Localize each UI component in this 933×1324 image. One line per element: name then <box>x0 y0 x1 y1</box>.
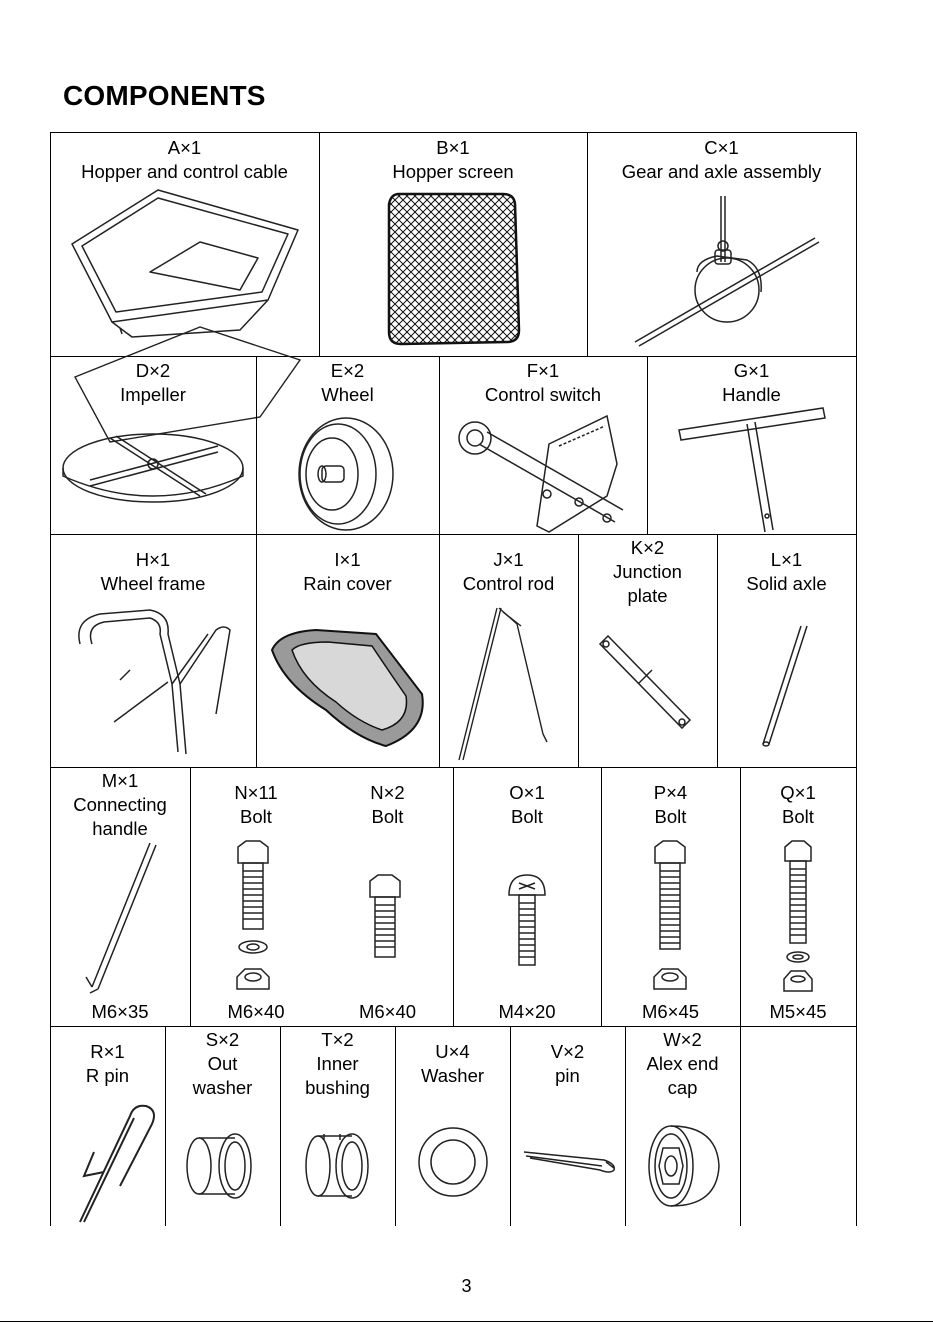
component-name: Washer <box>420 1065 485 1086</box>
component-qty: L×1 <box>770 549 803 570</box>
component-qty: Q×1 <box>780 782 816 803</box>
component-name: Control switch <box>484 384 602 405</box>
component-name: Bolt <box>511 806 543 827</box>
component-qty: N×2 <box>370 782 405 803</box>
component-name: Solid axle <box>746 573 827 594</box>
component-qty: D×2 <box>135 360 171 381</box>
component-qty: O×1 <box>509 782 545 803</box>
component-cell-o <box>453 767 601 1026</box>
handle-icon <box>647 356 856 534</box>
component-cell-t <box>280 1026 395 1226</box>
component-name: Inner <box>316 1053 359 1074</box>
component-qty: B×1 <box>436 137 470 158</box>
component-qty: F×1 <box>526 360 560 381</box>
screen-icon <box>319 132 587 356</box>
component-spec: M6×40 <box>358 1001 417 1022</box>
component-name: Connecting <box>73 794 167 815</box>
bolt-icon <box>601 767 740 1026</box>
component-cell-i <box>256 534 439 767</box>
component-name: Rain cover <box>303 573 392 594</box>
component-name: Bolt <box>240 806 272 827</box>
component-name: plate <box>627 585 668 606</box>
component-qty: M×1 <box>101 770 139 791</box>
impeller-icon <box>50 356 256 534</box>
bolt-icon <box>190 767 322 1026</box>
washer-icon <box>395 1026 510 1226</box>
component-cell-b <box>319 132 587 356</box>
component-cell-m <box>50 767 190 1026</box>
component-spec: M6×45 <box>641 1001 700 1022</box>
component-cell-n11 <box>190 767 322 1026</box>
component-spec: M5×45 <box>769 1001 827 1022</box>
component-qty: V×2 <box>550 1041 585 1062</box>
component-cell-f <box>439 356 647 534</box>
component-name: R pin <box>85 1065 130 1086</box>
component-qty: G×1 <box>733 360 770 381</box>
component-qty: H×1 <box>135 549 171 570</box>
component-qty: R×1 <box>90 1041 125 1062</box>
wheel-frame-icon <box>50 534 256 767</box>
component-cell-p <box>601 767 740 1026</box>
end-cap-icon <box>625 1026 740 1226</box>
page-title: COMPONENTS <box>63 80 266 111</box>
component-qty: J×1 <box>493 549 524 570</box>
component-qty: C×1 <box>704 137 739 158</box>
component-name: Hopper screen <box>392 161 514 182</box>
component-cell-c <box>587 132 856 356</box>
component-cell-empty <box>740 1026 856 1226</box>
component-name: Gear and axle assembly <box>621 161 822 182</box>
gear-axle-icon <box>587 132 856 356</box>
connecting-handle-icon <box>50 767 190 1026</box>
component-name: Handle <box>722 384 781 405</box>
component-cell-e <box>256 356 439 534</box>
component-name: washer <box>192 1077 253 1098</box>
component-name: Impeller <box>120 384 186 405</box>
component-qty: U×4 <box>435 1041 470 1062</box>
rain-cover-icon <box>256 534 439 767</box>
component-name: Bolt <box>654 806 687 827</box>
pan-head-bolt-icon <box>453 767 601 1026</box>
inner-bushing-icon <box>280 1026 395 1226</box>
component-qty: E×2 <box>330 360 365 381</box>
cotter-pin-icon <box>510 1026 625 1226</box>
component-name: Bolt <box>782 806 814 827</box>
component-cell-d <box>50 356 256 534</box>
component-cell-a <box>50 132 319 356</box>
control-rod-icon <box>439 534 578 767</box>
component-qty: K×2 <box>630 537 665 558</box>
hopper-drawing <box>50 132 319 356</box>
component-cell-r <box>50 1026 165 1226</box>
component-spec: M6×35 <box>91 1001 149 1022</box>
component-name: Alex end <box>646 1053 719 1074</box>
component-name: Control rod <box>462 573 555 594</box>
table-border-right <box>856 132 857 1226</box>
component-cell-l <box>717 534 856 767</box>
page-number: 3 <box>461 1276 472 1296</box>
component-cell-v <box>510 1026 625 1226</box>
component-name: Wheel frame <box>100 573 206 594</box>
component-cell-g <box>647 356 856 534</box>
component-cell-j <box>439 534 578 767</box>
component-qty: W×2 <box>663 1029 702 1050</box>
component-cell-q <box>740 767 856 1026</box>
component-qty: A×1 <box>167 137 202 158</box>
component-name: Junction <box>613 561 682 582</box>
component-cell-u <box>395 1026 510 1226</box>
component-cell-s <box>165 1026 280 1226</box>
bolt-icon <box>740 767 856 1026</box>
component-name: Out <box>207 1053 238 1074</box>
component-name: Hopper and control cable <box>81 161 288 182</box>
component-spec: M6×40 <box>227 1001 285 1022</box>
component-cell-n2 <box>322 767 453 1026</box>
component-qty: N×11 <box>234 782 278 803</box>
component-cell-w <box>625 1026 740 1226</box>
control-switch-icon <box>439 356 647 534</box>
component-qty: I×1 <box>334 549 361 570</box>
r-pin-icon <box>50 1026 165 1226</box>
component-cell-h <box>50 534 256 767</box>
bolt-icon <box>322 767 453 1026</box>
component-qty: S×2 <box>205 1029 240 1050</box>
component-qty: T×2 <box>321 1029 354 1050</box>
solid-axle-icon <box>717 534 856 767</box>
component-spec: M4×20 <box>498 1001 556 1022</box>
out-washer-icon <box>165 1026 280 1226</box>
component-name: cap <box>667 1077 698 1098</box>
component-name: bushing <box>305 1077 370 1098</box>
component-name: Bolt <box>371 806 404 827</box>
wheel-icon <box>256 356 439 534</box>
component-cell-k <box>578 534 717 767</box>
component-qty: P×4 <box>653 782 688 803</box>
junction-plate-icon <box>578 534 717 767</box>
page-footer-rule <box>0 1321 933 1322</box>
component-name: Wheel <box>321 384 374 405</box>
component-name: pin <box>555 1065 580 1086</box>
component-name: handle <box>92 818 148 839</box>
